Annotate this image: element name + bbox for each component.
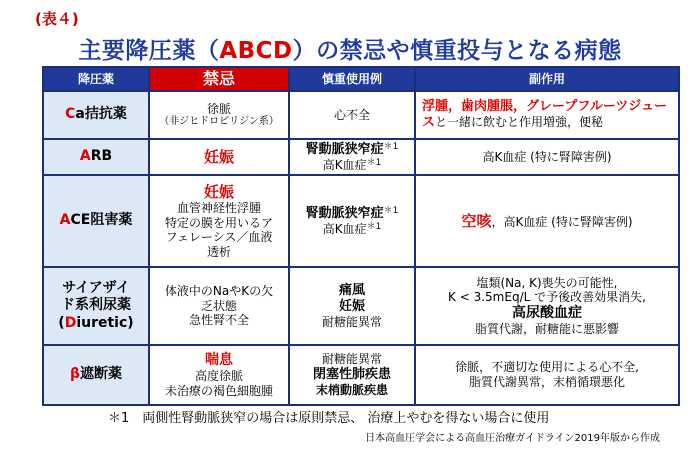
caution-cell: 腎動脈狭窄症$^{*1}$ 高K血症$^{*1}$ — [289, 139, 415, 175]
table-row — [43, 345, 679, 405]
drug-name: サイアザイ ド系利尿薬 (Diuretic) — [43, 267, 149, 345]
side-effect-cell: 空咳，高K血症 (特に腎障害例) — [415, 175, 679, 267]
caution-cell: 痛風 妊娠 耐糖能異常 — [289, 267, 415, 345]
contraindication-cell: 体液中のNaやKの欠 乏状態 急性腎不全 — [149, 267, 289, 345]
side-effect-cell: 浮腫，歯肉腫脹，グレープフルーツジュースと一緒に飲むと作用増強，便秘 — [415, 91, 679, 139]
header-drug: 降圧薬 — [43, 67, 149, 91]
contraindication-cell: 妊娠 血管神経性浮腫 特定の膜を用いるア フェレーシス／血液 透析 — [149, 175, 289, 267]
table-row — [43, 139, 679, 175]
side-effect-cell: 徐脈，不適切な使用による心不全, 脂質代謝異常，末梢循環悪化 — [415, 345, 679, 405]
drug-table — [42, 66, 680, 406]
drug-name: β遮断薬 — [43, 345, 149, 405]
table-row — [43, 267, 679, 345]
caution-cell: 腎動脈狭窄症$^{*1}$ 高K血症$^{*1}$ — [289, 175, 415, 267]
caution-cell: 心不全 — [289, 91, 415, 139]
contraindication-cell: 喘息 高度徐脈 未治療の褐色細胞腫 — [149, 345, 289, 405]
side-effect-cell: 塩類(Na, K)喪失の可能性, K < 3.5mEq/L で予後改善効果消失, 高尿酸血症 脂質代謝，耐糖能に悪影響 — [415, 267, 679, 345]
table-number-label: (表４) — [35, 10, 79, 28]
drug-name: Ca拮抗薬 — [43, 91, 149, 139]
page-title: 主要降圧薬（ABCD）の禁忌や慎重投与となる病態 — [78, 38, 622, 64]
table-row — [43, 175, 679, 267]
table-row — [43, 91, 679, 139]
contraindication-cell: 妊娠 — [149, 139, 289, 175]
header-caution: 慎重使用例 — [289, 67, 415, 91]
footnote: ＊1 両側性腎動脈狭窄の場合は原則禁忌、 治療上やむを得ない場合に使用 — [108, 411, 550, 426]
caution-cell: 耐糖能異常 閉塞性肺疾患 末梢動脈疾患 — [289, 345, 415, 405]
header-contraindication: 禁忌 — [149, 67, 289, 91]
drug-name: ACE阻害薬 — [43, 175, 149, 267]
header-side-effects: 副作用 — [415, 67, 679, 91]
header-row — [43, 67, 679, 91]
source-note: 日本高血圧学会による高血圧治療ガイドライン2019年版から作成 — [365, 433, 660, 444]
contraindication-cell: 徐脈 （非ジヒドロピリジン系） — [149, 91, 289, 139]
side-effect-cell: 高K血症 (特に腎障害例) — [415, 139, 679, 175]
drug-name: ARB — [43, 139, 149, 175]
